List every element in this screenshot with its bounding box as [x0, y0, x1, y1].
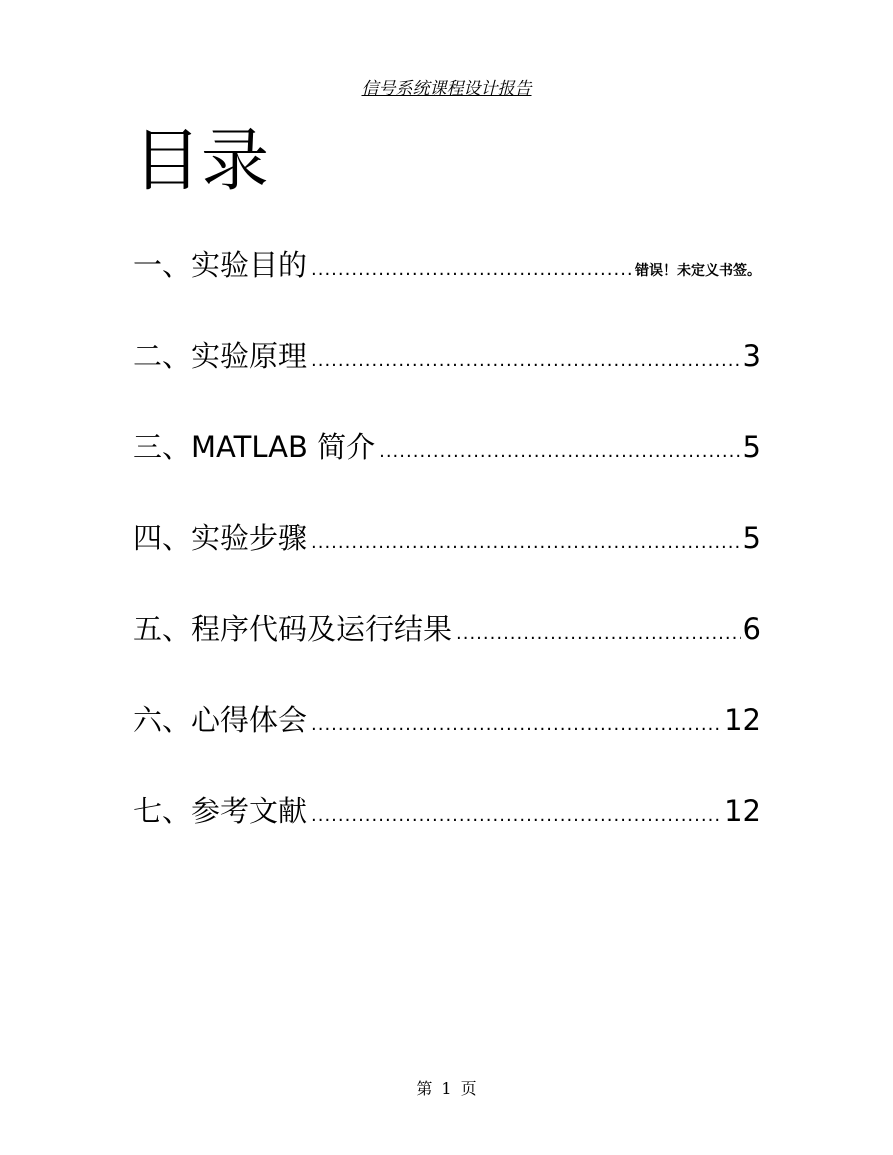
toc-dot-leader	[311, 700, 722, 750]
toc-entry-steps[interactable]	[133, 513, 761, 604]
toc-entry-page: 错误！未定义书签。	[635, 263, 761, 279]
toc-entry-label: 二、实验原理	[133, 339, 308, 373]
toc-entry-matlab[interactable]	[133, 422, 761, 513]
page-footer: 第 1 页	[416, 1079, 477, 1098]
table-of-contents	[133, 240, 761, 877]
running-header: 信号系统课程设计报告	[361, 79, 532, 99]
toc-entry-page: 6	[742, 612, 761, 646]
toc-dot-leader	[311, 336, 741, 386]
toc-entry-page: 12	[724, 703, 761, 737]
toc-entry-page: 12	[724, 794, 761, 828]
toc-entry-label: 三、MATLAB 简介	[133, 430, 376, 464]
toc-entry-label: 七、参考文献	[133, 794, 308, 828]
toc-entry-label: 四、实验步骤	[133, 521, 308, 555]
toc-entry-label: 六、心得体会	[133, 703, 308, 737]
toc-entry-label: 一、实验目的	[133, 248, 308, 282]
toc-entry-code-results[interactable]	[133, 604, 761, 695]
toc-entry-page: 5	[742, 521, 761, 555]
toc-dot-leader	[456, 609, 741, 659]
toc-dot-leader	[311, 791, 722, 841]
toc-entry-page: 5	[742, 430, 761, 464]
toc-entry-page: 3	[742, 339, 761, 373]
toc-entry-principle[interactable]	[133, 331, 761, 422]
toc-dot-leader	[311, 518, 741, 568]
toc-entry-references[interactable]	[133, 786, 761, 877]
toc-entry-reflections[interactable]	[133, 695, 761, 786]
toc-dot-leader	[311, 245, 633, 295]
toc-entry-label: 五、程序代码及运行结果	[133, 612, 453, 646]
toc-title: 目录	[133, 122, 270, 201]
toc-dot-leader	[379, 427, 740, 477]
toc-entry-objective[interactable]	[133, 240, 761, 331]
